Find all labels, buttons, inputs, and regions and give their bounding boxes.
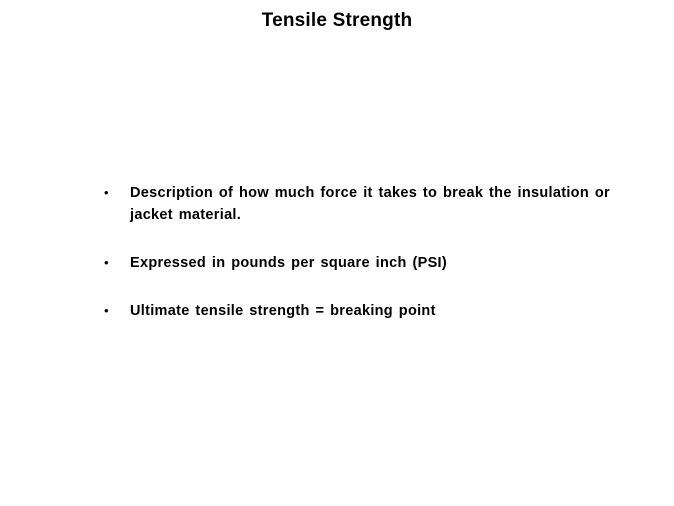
list-item (100, 300, 620, 322)
list-item (100, 252, 620, 274)
list-item-text: Description of how much force it takes to break the insulation or jacket material. (130, 185, 610, 223)
list-item-text: Ultimate tensile strength = breaking point (130, 303, 436, 319)
page-title: Tensile Strength (261, 10, 413, 31)
list-item-text: Expressed in pounds per square inch (PSI) (130, 255, 448, 271)
bullet-point-icon: • (104, 303, 109, 318)
bullet-point-icon: • (104, 185, 109, 200)
bullet-point-icon: • (104, 255, 109, 270)
list-item (100, 182, 620, 226)
bullet-list (100, 182, 620, 348)
